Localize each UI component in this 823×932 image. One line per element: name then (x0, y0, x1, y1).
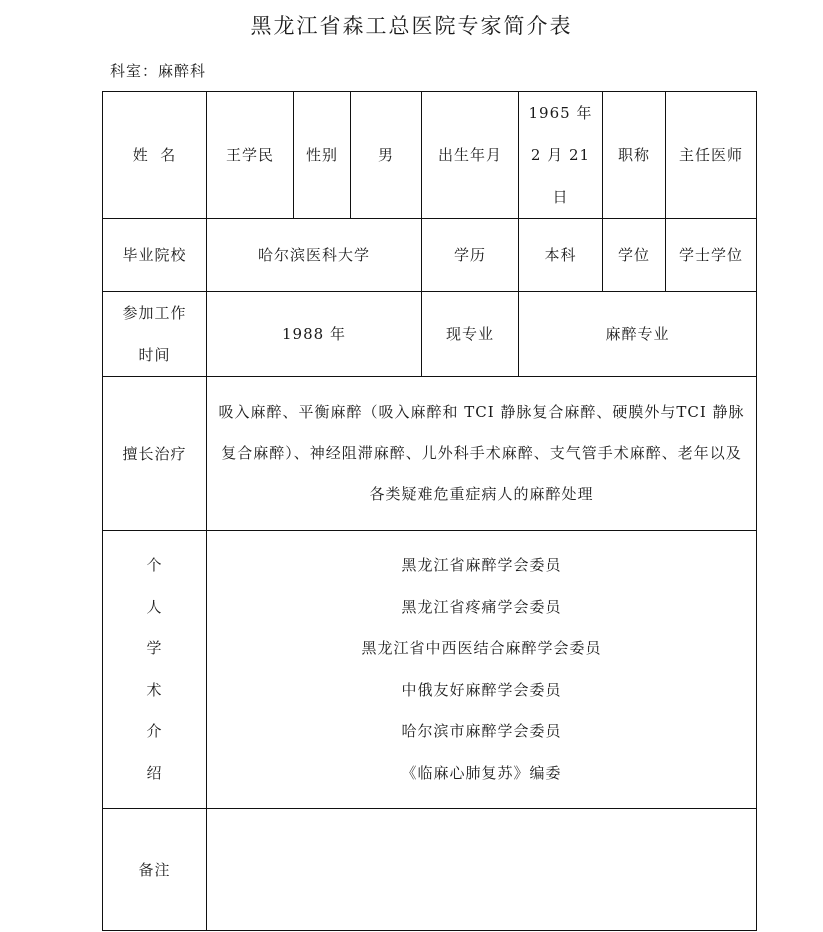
table-row-education (103, 219, 757, 292)
name-label: 姓 名 (103, 92, 207, 219)
expertise-value: 吸入麻醉、平衡麻醉（吸入麻醉和 TCI 静脉复合麻醉、硬膜外与TCI 静脉复合麻醉）、神经阻滞麻醉、儿外科手术麻醉、支气管手术麻醉、老年以及各类疑难危重症病人的麻醉处理 (207, 377, 757, 531)
academic-item: 黑龙江省麻醉学会委员 (401, 556, 562, 574)
academic-label-char: 人 (146, 597, 163, 616)
specialty-label: 现专业 (422, 292, 519, 377)
table-row-academic (103, 531, 757, 809)
dob-line: 日 (552, 188, 569, 206)
expert-profile-table (102, 91, 757, 931)
expertise-label: 擅长治疗 (103, 377, 207, 531)
academic-label-char: 绍 (146, 763, 163, 782)
degree-value: 学士学位 (666, 219, 757, 292)
work-start-label (103, 292, 207, 377)
table-row-remarks (103, 809, 757, 931)
specialty-value: 麻醉专业 (519, 292, 757, 377)
department-line (110, 60, 206, 81)
school-value: 哈尔滨医科大学 (207, 219, 422, 292)
academic-label-char: 介 (146, 722, 163, 740)
gender-value: 男 (351, 92, 422, 219)
table-row-expertise (103, 377, 757, 531)
work-start-value: 1988 年 (207, 292, 422, 377)
gender-label: 性别 (294, 92, 351, 219)
department-value: 麻醉科 (158, 62, 207, 80)
academic-item: 黑龙江省中西医结合麻醉学会委员 (361, 639, 602, 657)
remarks-value (207, 809, 757, 931)
dob-label: 出生年月 (422, 92, 519, 219)
title-value: 主任医师 (666, 92, 757, 219)
department-label: 科室： (110, 62, 159, 80)
academic-label-char: 学 (146, 639, 163, 657)
education-value: 本科 (519, 219, 603, 292)
academic-label-char: 个 (146, 556, 163, 574)
table-row-basic-info (103, 92, 757, 219)
academic-label-char: 术 (146, 680, 163, 699)
remarks-label: 备注 (103, 809, 207, 931)
title-label: 职称 (603, 92, 666, 219)
academic-item: 哈尔滨市麻醉学会委员 (401, 722, 562, 740)
work-start-label-line: 参加工作 (122, 304, 187, 322)
academic-label (103, 531, 207, 809)
academic-item: 中俄友好麻醉学会委员 (401, 680, 562, 699)
degree-label: 学位 (603, 219, 666, 292)
table-row-work (103, 292, 757, 377)
work-start-label-line: 时间 (138, 346, 171, 364)
dob-line: 2 月 21 (530, 146, 591, 164)
dob-line: 1965 年 (528, 104, 593, 122)
dob-value (519, 92, 603, 219)
academic-item: 《临麻心肺复苏》编委 (401, 763, 562, 782)
document-title: 黑龙江省森工总医院专家简介表 (250, 14, 573, 38)
academic-list (207, 531, 757, 809)
school-label: 毕业院校 (103, 219, 207, 292)
name-value: 王学民 (207, 92, 294, 219)
academic-item: 黑龙江省疼痛学会委员 (401, 597, 562, 616)
education-label: 学历 (422, 219, 519, 292)
